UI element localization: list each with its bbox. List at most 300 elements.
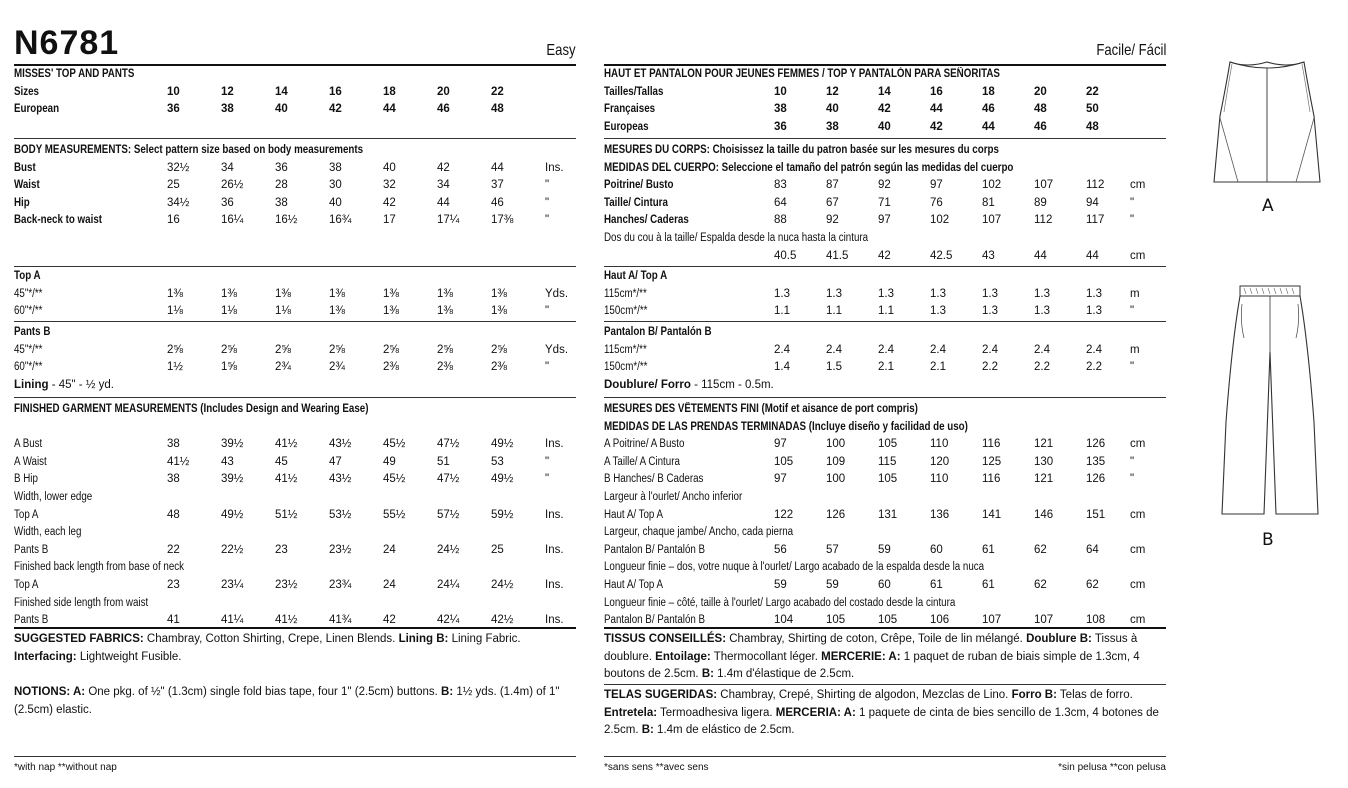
measurement-value: 1⅛ [221, 305, 237, 318]
measurement-value: 1.3 [1086, 287, 1102, 300]
measurement-value: 59 [878, 543, 891, 556]
unit: " [1130, 214, 1135, 227]
measurement-value: 55½ [383, 508, 406, 521]
measurement-value: 117 [1086, 214, 1105, 227]
measurement-value: 61 [982, 543, 995, 556]
measurement-value: 32½ [167, 161, 190, 174]
measurement-value: 64 [1086, 543, 1099, 556]
measurement-value: 67 [826, 196, 839, 209]
figure-b-label: B [1262, 530, 1274, 550]
measurement-value: 1.1 [878, 305, 894, 318]
measurement-value: 1⅜ [491, 305, 507, 318]
unit: " [545, 179, 550, 192]
measurement-value: 45½ [383, 473, 406, 486]
measurement-value: 1⅜ [329, 305, 345, 318]
measurement-value: 1⅜ [437, 305, 453, 318]
measurement-value: 41½ [275, 614, 298, 627]
measurement-value: 45½ [383, 438, 406, 451]
measurement-row [14, 507, 576, 525]
difficulty-label-fr-es: Facile/ Fácil [1096, 42, 1166, 59]
pants-b-yardage-table: Pants B 45"*/** 2⅝ 2⅝ 2⅝ 2⅝ 2⅝ 2⅝ 2⅝ Yds. 60"*/** 1½ 1⅝ 2¾ 2¾ 2⅜ 2⅜ 2⅜ " Lining - 45" - ½ yd. [14, 324, 576, 394]
measurement-value: 43½ [329, 438, 352, 451]
measurement-row [604, 436, 1166, 454]
measurement-value: 23¼ [221, 578, 244, 591]
measurement-value: 2.4 [930, 343, 946, 356]
measurement-row [604, 489, 1166, 507]
measurement-value: 40 [329, 196, 342, 209]
measurement-value: 60 [878, 578, 891, 591]
measurement-value: 62 [1034, 578, 1047, 591]
divider [604, 627, 1166, 629]
row-label: Largeur à l'ourlet/ Ancho inferior [604, 490, 743, 503]
measurement-value: 1⅝ [221, 361, 237, 374]
measurement-value: 24½ [437, 543, 460, 556]
measurement-value: 89 [1034, 196, 1047, 209]
row-label: Haut A/ Top A [604, 508, 664, 521]
measurement-value: 23¾ [329, 578, 352, 591]
measurement-value: 42 [383, 196, 396, 209]
measurement-value: 87 [826, 179, 839, 192]
unit: cm [1130, 438, 1146, 451]
divider [604, 397, 1166, 398]
section-heading: MISSES' TOP AND PANTS [14, 68, 135, 80]
measurement-value: 1.3 [1086, 305, 1102, 318]
measurement-value: 1.3 [930, 287, 946, 300]
pants-b-yardage-table-fr-es: Pantalon B/ Pantalón B 115cm*/** 2.4 2.4 2.4 2.4 2.4 2.4 2.4 m 150cm*/** 1.4 1.5 2.1 2.1 2.2 2.2 2.2 " Doublure/ Forro - 115cm - 0.5m. [604, 324, 1166, 394]
unit: " [1130, 305, 1135, 318]
measurement-value: 25 [491, 543, 504, 556]
unit: cm [1130, 543, 1146, 556]
row-label: Largeur, chaque jambe/ Ancho, cada pierna [604, 526, 794, 539]
measurement-row [604, 359, 1166, 377]
measurement-value: 105 [878, 614, 898, 627]
measurement-value: 32 [383, 179, 396, 192]
measurement-value: 43 [221, 455, 234, 468]
measurement-value: 1½ [167, 361, 183, 374]
measurement-value: 56 [774, 543, 787, 556]
row-label: Bust [14, 161, 36, 174]
measurement-value: 107 [1034, 614, 1054, 627]
measurement-row [604, 577, 1166, 595]
row-label: A Taille/ A Cintura [604, 455, 680, 468]
measurement-row [14, 471, 576, 489]
divider [14, 266, 576, 267]
divider [14, 756, 576, 757]
measurement-value: 61 [930, 578, 943, 591]
measurement-row [14, 577, 576, 595]
row-label: Width, each leg [14, 526, 82, 539]
measurement-value: 49½ [221, 508, 244, 521]
measurement-row [604, 559, 1166, 577]
measurement-value: 136 [930, 508, 950, 521]
measurement-value: 36 [221, 196, 234, 209]
measurement-value: 44 [437, 196, 450, 209]
measurement-value: 97 [774, 438, 787, 451]
unit: m [1130, 343, 1140, 356]
unit: Ins. [545, 438, 564, 451]
measurement-value: 1.3 [982, 305, 998, 318]
measurement-value: 46 [491, 196, 504, 209]
tissus-conseilles: TISSUS CONSEILLÉS: Chambray, Shirting de coton, Crêpe, Toile de lin mélangé. Doublure B: Tissus à doublure. Entoilage: Thermocollant léger. MERCERIE: A: 1 paquet de ruban de biais simple de 1.3cm, 4 boutons de 2.5cm. B: 1.4m d'élastique de 2.5cm. [604, 633, 1140, 680]
row-label: Pantalon B/ Pantalón B [604, 543, 706, 556]
measurement-value: 83 [774, 179, 787, 192]
measurement-value: 47 [329, 455, 342, 468]
measurement-row [14, 454, 576, 472]
measurement-value: 38 [329, 161, 342, 174]
unit: " [545, 305, 550, 318]
measurement-value: 125 [982, 455, 1002, 468]
measurement-value: 110 [930, 473, 949, 486]
measurement-value: 2.4 [1086, 343, 1102, 356]
measurement-value: 116 [982, 438, 1001, 451]
measurement-value: 2⅝ [329, 343, 345, 356]
measurement-value: 57 [826, 543, 839, 556]
measurement-value: 1.3 [1034, 305, 1050, 318]
measurement-value: 38 [167, 473, 180, 486]
measurement-value: 141 [982, 508, 1002, 521]
measurement-row [14, 489, 576, 507]
unit: Ins. [545, 578, 564, 591]
measurement-value: 1⅛ [275, 305, 291, 318]
measurement-value: 16¾ [329, 214, 352, 227]
unit: cm [1130, 179, 1146, 192]
measurement-value: 47½ [437, 438, 460, 451]
measurement-value: 2.2 [1034, 361, 1050, 374]
row-label: Pants B [14, 543, 49, 556]
row-label: B Hanches/ B Caderas [604, 473, 704, 486]
measurement-value: 24½ [491, 578, 514, 591]
row-label: Hip [14, 196, 30, 209]
measurement-value: 51½ [275, 508, 298, 521]
measurement-value: 57½ [437, 508, 460, 521]
unit: " [545, 214, 550, 227]
measurement-value: 49½ [491, 473, 514, 486]
measurement-value: 1.4 [774, 361, 790, 374]
unit: " [1130, 361, 1135, 374]
measurement-value: 24 [383, 578, 396, 591]
body-measurements-heading: BODY MEASUREMENTS: Select pattern size based on body measurements [14, 144, 364, 156]
measurement-value: 100 [826, 473, 846, 486]
measurement-value: 1.1 [826, 305, 842, 318]
measurement-value: 62 [1086, 578, 1099, 591]
row-label: 150cm*/** [604, 361, 648, 374]
measurement-value: 41¼ [221, 614, 244, 627]
measurement-value: 109 [826, 455, 846, 468]
measurement-value: 1.3 [1034, 287, 1050, 300]
row-label: 45"*/** [14, 287, 43, 300]
measurement-value: 60 [930, 543, 943, 556]
measurement-value: 2.2 [982, 361, 998, 374]
row-label: Pants B [14, 614, 49, 627]
measurement-value: 105 [878, 473, 898, 486]
row-label: Finished side length from waist [14, 596, 149, 609]
measurement-value: 34 [221, 161, 234, 174]
measurement-value: 23½ [329, 543, 352, 556]
measurement-value: 23 [167, 578, 180, 591]
measurement-value: 42½ [491, 614, 514, 627]
measurement-value: 76 [930, 196, 943, 209]
finished-measurements-table-fr-es: MESURES DES VÊTEMENTS FINI (Motif et aisance de port compris) MEDIDAS DE LAS PRENDAS TERMINADAS (Incluye diseño y facilidad de uso) A Poitrine/ A Busto 97 100 105 110 116 121 126 cm A Taille/ A Cintura 105 109 115 120 125 130 135 " B Hanches/ B Caderas 97 100 105 110 116 121 126 " Largeur à l'ourlet/ Ancho inferior Haut A/ Top A 122 126 131 136 141 146 151 cm Largeur, chaque jambe/ Ancho, cada pierna Pantalon B/ Pantalón B 56 57 59 60 61 62 64 cm Longueur finie – dos, votre nuque à l'ourlet/ Largo acabado de la espalda desde la nuca Haut A/ Top A 59 59 60 61 61 62 62 cm Longueur finie – côté, taille à l'ourlet/ Largo acabado del costado desde la cintura Pantalon B/ Pantalón B 104 105 105 106 107 107 108 cm [604, 401, 1166, 630]
body-measurements-table-fr-es: MESURES DU CORPS: Choisissez la taille du patron basée sur les mesures du corps MEDIDAS DEL CUERPO: Seleccione el tamaño del patrón según las medidas del cuerpo Poitrine/ Busto 83 87 92 97 102 107 112 cm Taille/ Cintura 64 67 71 76 81 89 94 " Hanches/ Caderas 88 92 97 102 107 112 117 " Dos du cou à la taille/ Espalda desde la nuca hasta la cintura 40.5 41.5 42 42.5 43 44 44 cm [604, 142, 1166, 265]
measurement-value: 1⅜ [275, 287, 291, 300]
measurement-row [14, 286, 576, 304]
measurement-value: 17¼ [437, 214, 460, 227]
measurement-value: 28 [275, 179, 288, 192]
measurement-value: 2.4 [1034, 343, 1050, 356]
back-length-row: 40.5 41.5 42 42.5 43 44 44 cm [774, 249, 1146, 262]
row-label: Top A [14, 508, 39, 521]
measurement-row [14, 542, 576, 560]
measurement-value: 116 [982, 473, 1001, 486]
unit: " [545, 455, 550, 468]
measurement-value: 49 [383, 455, 396, 468]
measurement-value: 122 [774, 508, 794, 521]
measurement-value: 97 [930, 179, 943, 192]
measurement-value: 64 [774, 196, 787, 209]
row-label: A Bust [14, 438, 43, 451]
measurement-row [14, 595, 576, 613]
divider [14, 397, 576, 398]
measurement-value: 130 [1034, 455, 1054, 468]
unit: " [545, 196, 550, 209]
row-label: Waist [14, 179, 40, 192]
unit: Ins. [545, 543, 564, 556]
unit: cm [1130, 614, 1146, 627]
body-rows [14, 160, 576, 230]
top-a-yardage-table: Top A 45"*/** 1⅜ 1⅜ 1⅜ 1⅜ 1⅜ 1⅜ 1⅜ Yds. 60"*/** 1⅛ 1⅛ 1⅛ 1⅜ 1⅜ 1⅜ 1⅜ " [14, 268, 576, 321]
figure-a-label: A [1262, 196, 1274, 216]
pants-b-illustration [1220, 282, 1320, 522]
measurement-value: 104 [774, 614, 794, 627]
measurement-row [604, 507, 1166, 525]
unit: Yds. [545, 343, 569, 356]
row-label: 60"*/** [14, 305, 43, 318]
measurement-value: 100 [826, 438, 846, 451]
measurement-value: 126 [826, 508, 846, 521]
measurement-value: 22 [167, 543, 180, 556]
unit: Ins. [545, 614, 564, 627]
measurement-value: 23 [275, 543, 288, 556]
row-label: Longueur finie – dos, votre nuque à l'ourlet/ Largo acabado de la espalda desde la nuca [604, 561, 985, 574]
measurement-value: 24 [383, 543, 396, 556]
measurement-value: 1.5 [826, 361, 842, 374]
row-label: 115cm*/** [604, 343, 647, 356]
row-label: Top A [14, 578, 39, 591]
measurement-value: 107 [1034, 179, 1054, 192]
measurement-value: 126 [1086, 473, 1106, 486]
measurement-value: 41 [167, 614, 180, 627]
measurement-value: 131 [878, 508, 898, 521]
divider [14, 627, 576, 629]
measurement-value: 59 [826, 578, 839, 591]
measurement-value: 41½ [167, 455, 190, 468]
measurement-row [604, 342, 1166, 360]
measurement-value: 62 [1034, 543, 1047, 556]
row-label: 150cm*/** [604, 305, 648, 318]
measurement-value: 106 [930, 614, 950, 627]
row-label: Finished back length from base of neck [14, 561, 185, 574]
measurement-value: 1⅛ [167, 305, 183, 318]
measurement-row [604, 212, 1166, 230]
measurement-value: 2.4 [878, 343, 894, 356]
measurement-value: 112 [1034, 214, 1053, 227]
measurement-value: 2⅜ [491, 361, 507, 374]
measurement-value: 45 [275, 455, 288, 468]
measurement-row [14, 342, 576, 360]
measurement-value: 2.4 [982, 343, 998, 356]
measurement-row [14, 195, 576, 213]
measurement-value: 16 [167, 214, 180, 227]
measurement-value: 17⅜ [491, 214, 514, 227]
measurement-value: 41¾ [329, 614, 352, 627]
measurement-value: 37 [491, 179, 504, 192]
measurement-value: 43½ [329, 473, 352, 486]
measurement-value: 16¼ [221, 214, 244, 227]
top-a-illustration [1212, 56, 1322, 191]
measurement-value: 34 [437, 179, 450, 192]
row-label: A Poitrine/ A Busto [604, 438, 685, 451]
divider [604, 321, 1166, 322]
measurement-value: 2¾ [275, 361, 291, 374]
pattern-number: N6781 [14, 24, 120, 62]
measurement-value: 53½ [329, 508, 352, 521]
unit: Yds. [545, 287, 569, 300]
measurement-value: 2⅝ [275, 343, 291, 356]
measurement-value: 1⅜ [221, 287, 237, 300]
measurement-value: 2⅝ [437, 343, 453, 356]
unit: " [545, 361, 550, 374]
unit: " [1130, 455, 1135, 468]
measurement-value: 1.3 [930, 305, 946, 318]
measurement-row [14, 436, 576, 454]
measurement-row [14, 524, 576, 542]
measurement-value: 151 [1086, 508, 1106, 521]
measurement-row [14, 359, 576, 377]
row-label: Back-neck to waist [14, 214, 103, 227]
sizes-table-fr-es: HAUT ET PANTALON POUR JEUNES FEMMES / TOP Y PANTALÓN PARA SEÑORITAS Tailles/Tallas 10 12 14 16 18 20 22 Françaises 38 40 42 44 46 48 50 Europeas 36 38 40 42 44 46 48 [604, 68, 1099, 133]
measurement-value: 1⅜ [437, 287, 453, 300]
top-a-yardage-table-fr-es: Haut A/ Top A 115cm*/** 1.3 1.3 1.3 1.3 1.3 1.3 1.3 m 150cm*/** 1.1 1.1 1.1 1.3 1.3 1.3 1.3 " [604, 268, 1166, 321]
notions: NOTIONS: A: One pkg. of ½" (1.3cm) single fold bias tape, four 1" (2.5cm) buttons. B: 1½ yds. (1.4m) of 1" (2.5cm) elastic. [14, 686, 560, 716]
measurement-value: 1.3 [982, 287, 998, 300]
measurement-value: 41½ [275, 473, 298, 486]
measurement-value: 115 [878, 455, 897, 468]
measurement-value: 1⅜ [383, 305, 399, 318]
measurement-value: 47½ [437, 473, 460, 486]
measurement-row [14, 177, 576, 195]
measurement-value: 2⅝ [383, 343, 399, 356]
sizes-row: Sizes 10 12 14 16 18 20 22 [14, 85, 504, 98]
row-label: A Waist [14, 455, 47, 468]
measurement-value: 59 [774, 578, 787, 591]
measurement-value: 107 [982, 214, 1002, 227]
measurement-value: 126 [1086, 438, 1106, 451]
measurement-value: 25 [167, 179, 180, 192]
row-label: B Hip [14, 473, 38, 486]
row-label: Width, lower edge [14, 490, 93, 503]
measurement-value: 2⅜ [437, 361, 453, 374]
measurement-value: 1⅜ [329, 287, 345, 300]
measurement-value: 48 [167, 508, 180, 521]
measurement-row [604, 195, 1166, 213]
measurement-value: 23½ [275, 578, 298, 591]
measurement-value: 2.4 [774, 343, 790, 356]
measurement-row [604, 177, 1166, 195]
unit: m [1130, 287, 1140, 300]
measurement-row [14, 160, 576, 178]
measurement-value: 42 [437, 161, 450, 174]
measurement-value: 88 [774, 214, 787, 227]
measurement-value: 26½ [221, 179, 244, 192]
measurement-value: 39½ [221, 473, 244, 486]
measurement-value: 92 [826, 214, 839, 227]
measurement-value: 1.3 [774, 287, 790, 300]
footnote: *with nap **without nap [14, 762, 117, 773]
measurement-value: 105 [774, 455, 794, 468]
measurement-value: 2.1 [930, 361, 946, 374]
divider [14, 138, 576, 139]
suggested-fabrics: SUGGESTED FABRICS: Chambray, Cotton Shirting, Crepe, Linen Blends. Lining B: Lining Fabric. Interfacing: Lightweight Fusible. [14, 633, 521, 663]
lining-line: Lining - 45" - ½ yd. [14, 378, 114, 391]
measurement-value: 2⅜ [383, 361, 399, 374]
measurement-value: 92 [878, 179, 891, 192]
unit: " [1130, 196, 1135, 209]
unit: Ins. [545, 508, 564, 521]
measurement-value: 61 [982, 578, 995, 591]
measurement-value: 94 [1086, 196, 1099, 209]
measurement-value: 51 [437, 455, 450, 468]
measurement-value: 42¼ [437, 614, 460, 627]
measurement-row [604, 303, 1166, 321]
measurement-row [604, 286, 1166, 304]
measurement-value: 34½ [167, 196, 190, 209]
measurement-value: 22½ [221, 543, 244, 556]
measurement-value: 146 [1034, 508, 1054, 521]
finished-measurements-table: FINISHED GARMENT MEASUREMENTS (Includes Design and Wearing Ease) A Bust 38 39½ 41½ 43½ 45½ 47½ 49½ Ins. A Waist 41½ 43 45 47 49 51 53 " B Hip 38 39½ 41½ 43½ 45½ 47½ 49½ " Width, lower edge Top A 48 49½ 51½ 53½ 55½ 57½ 59½ Ins. Width, each leg Pants B 22 22½ 23 23½ 24 24½ 25 Ins. Finished back length from base of neck Top A 23 23¼ 23½ 23¾ 24 24¼ 24½ Ins. Finished side length from waist Pants B 41 41¼ 41½ 41¾ 42 42¼ 42½ Ins. [14, 401, 576, 630]
measurement-value: 97 [774, 473, 787, 486]
divider [604, 266, 1166, 267]
measurement-value: 38 [167, 438, 180, 451]
measurement-value: 30 [329, 179, 342, 192]
measurement-value: 41½ [275, 438, 298, 451]
row-label: Poitrine/ Busto [604, 179, 674, 192]
row-label: Hanches/ Caderas [604, 214, 689, 227]
measurement-row [14, 212, 576, 230]
measurement-value: 2.2 [1086, 361, 1102, 374]
measurement-value: 40 [383, 161, 396, 174]
measurement-value: 102 [982, 179, 1002, 192]
measurement-value: 49½ [491, 438, 514, 451]
unit: " [545, 473, 550, 486]
measurement-value: 107 [982, 614, 1002, 627]
unit: " [1130, 473, 1135, 486]
measurement-value: 16½ [275, 214, 298, 227]
measurement-value: 24¼ [437, 578, 460, 591]
measurement-row [604, 454, 1166, 472]
measurement-value: 1⅜ [491, 287, 507, 300]
unit: cm [1130, 508, 1146, 521]
difficulty-label: Easy [546, 42, 576, 59]
measurement-value: 1.3 [826, 287, 842, 300]
measurement-value: 105 [878, 438, 898, 451]
unit: Ins. [545, 161, 564, 174]
divider [604, 684, 1166, 685]
row-label: Pantalon B/ Pantalón B [604, 614, 706, 627]
measurement-value: 1.1 [774, 305, 790, 318]
measurement-value: 71 [878, 196, 891, 209]
measurement-row [604, 542, 1166, 560]
measurement-value: 108 [1086, 614, 1106, 627]
